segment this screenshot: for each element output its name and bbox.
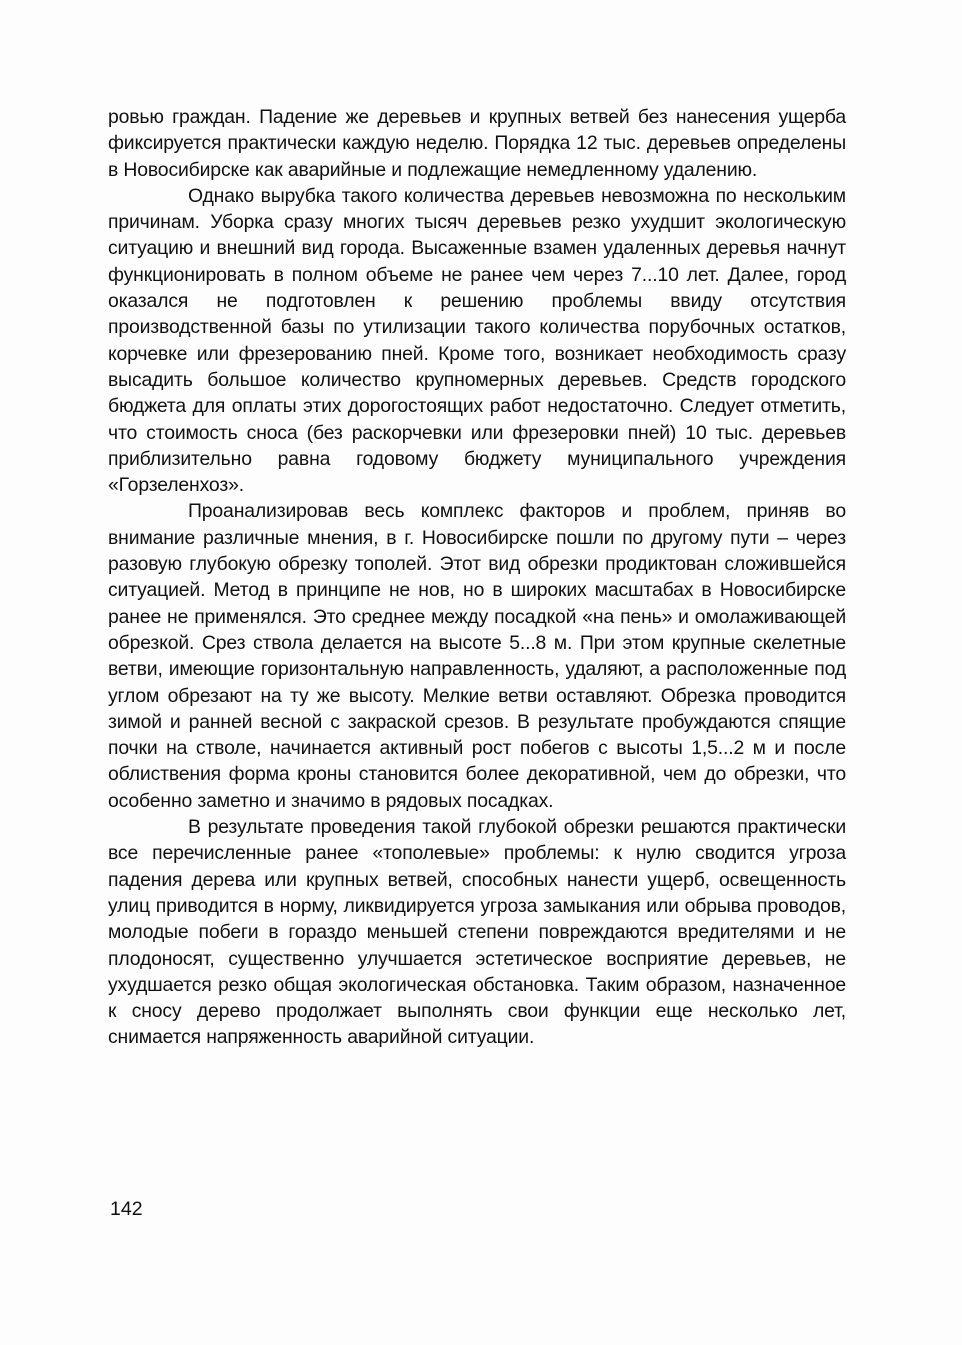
body-text bbox=[108, 104, 846, 1051]
paragraph-4: В результате проведения такой глубокой обрезки решаются практически все перечисленные ранее «тополевые» проблемы: к нулю сводится угроза падения дерева или крупных ветвей, способных нанести ущерб, освещенность улиц приводится в норму, ликвидируется угроза замыкания или обрыва проводов, молодые побеги в гораздо меньшей степени повреждаются вредителями и не плодоносят, существенно улучшается эстетическое восприятие деревьев, не ухудшается резко общая экологическая обстановка. Таким образом, назначенное к сносу дерево продолжает выполнять свои функции еще несколько лет, снимается напряженность аварийной ситуации. bbox=[108, 816, 846, 1049]
paragraph-1: ровью граждан. Падение же деревьев и крупных ветвей без нанесения ущерба фиксируется практически каждую неделю. Порядка 12 тыс. деревьев определены в Новосибирске как аварийные и подлежащие немедленному удалению. bbox=[108, 106, 846, 181]
paragraph-2: Однако вырубка такого количества деревьев невозможна по нескольким причинам. Уборка сразу многих тысяч деревьев резко ухудшит экологическую ситуацию и внешний вид города. Высаженные взамен удаленных деревья начнут функционировать в полном объеме не ранее чем через 7...10 лет. Далее, город оказался не подготовлен к решению проблемы ввиду отсутствия производственной базы по утилизации такого количества порубочных остатков, корчевке или фрезерованию пней. Кроме того, возникает необходимость сразу высадить большое количество крупномерных деревьев. Средств городского бюджета для оплаты этих дорогостоящих работ недостаточно. Следует отметить, что стоимость сноса (без раскорчевки или фрезеровки пней) 10 тыс. деревьев приблизительно равна годовому бюджету муниципального учреждения «Горзеленхоз». bbox=[108, 184, 846, 497]
paragraph-3: Проанализировав весь комплекс факторов и проблем, приняв во внимание различные мнения, в г. Новосибирске пошли по другому пути – через разовую глубокую обрезку тополей. Этот вид обрезки продиктован сложившейся ситуацией. Метод в принципе не нов, но в широких масштабах в Новосибирске ранее не применялся. Это среднее между посадкой «на пень» и омолаживающей обрезкой. Срез ствола делается на высоте 5...8 м. При этом крупные скелетные ветви, имеющие горизонтальную направленность, удаляют, а расположенные под углом обрезают на ту же высоту. Мелкие ветви оставляют. Обрезка проводится зимой и ранней весной с закраской срезов. В результате пробуждаются спящие почки на стволе, начинается активный рост побегов с высоты 1,5...2 м и после облиствения форма кроны становится более декоративной, чем до обрезки, что особенно заметно и значимо в рядовых посадках. bbox=[108, 500, 846, 812]
page-number: 142 bbox=[110, 1198, 143, 1220]
